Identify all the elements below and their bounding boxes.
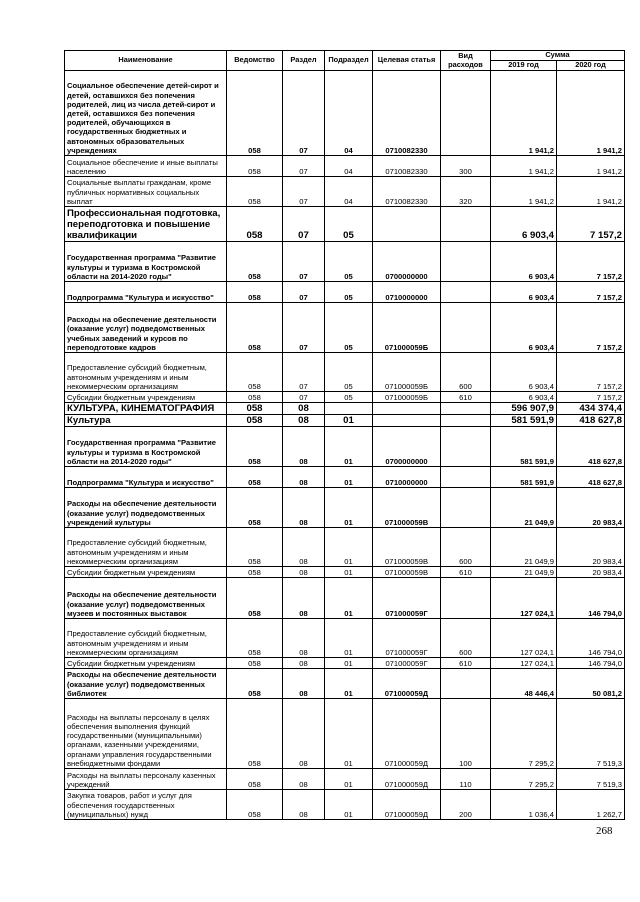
- cell-sum-2020: 1 941,2: [557, 156, 625, 177]
- table-row: [65, 669, 625, 699]
- cell-razdel: 07: [283, 392, 325, 403]
- cell-target-article: [373, 403, 441, 415]
- cell-expense-type: [441, 71, 491, 156]
- cell-sum-2019: 48 446,4: [491, 669, 557, 699]
- cell-target-article: [373, 207, 441, 242]
- cell-name: Расходы на выплаты персоналу казенных учреждений: [65, 769, 227, 790]
- cell-sum-2019: 581 591,9: [491, 427, 557, 467]
- header-expense-type: Вид расходов: [441, 51, 491, 71]
- cell-vedomstvo: 058: [227, 669, 283, 699]
- cell-sum-2020: 7 519,3: [557, 699, 625, 769]
- cell-expense-type: [441, 403, 491, 415]
- cell-name: Культура: [65, 415, 227, 427]
- cell-podrazdel: 04: [325, 156, 373, 177]
- cell-expense-type: 100: [441, 699, 491, 769]
- cell-podrazdel: 01: [325, 658, 373, 669]
- cell-sum-2019: 1 941,2: [491, 177, 557, 207]
- cell-vedomstvo: 058: [227, 488, 283, 528]
- cell-vedomstvo: 058: [227, 567, 283, 578]
- header-vedomstvo: Ведомство: [227, 51, 283, 71]
- cell-sum-2019: 6 903,4: [491, 353, 557, 392]
- cell-name: Профессиональная подготовка, переподготовка и повышение квалификации: [65, 207, 227, 242]
- cell-razdel: 07: [283, 177, 325, 207]
- cell-podrazdel: 01: [325, 427, 373, 467]
- cell-sum-2019: 6 903,4: [491, 392, 557, 403]
- cell-vedomstvo: 058: [227, 303, 283, 353]
- cell-sum-2020: 1 941,2: [557, 177, 625, 207]
- cell-expense-type: [441, 578, 491, 619]
- table-row: [65, 467, 625, 488]
- cell-sum-2020: 7 157,2: [557, 353, 625, 392]
- cell-razdel: 07: [283, 242, 325, 282]
- cell-name: Субсидии бюджетным учреждениям: [65, 392, 227, 403]
- cell-podrazdel: 01: [325, 578, 373, 619]
- cell-sum-2020: 20 983,4: [557, 567, 625, 578]
- cell-name: Субсидии бюджетным учреждениям: [65, 658, 227, 669]
- cell-podrazdel: 01: [325, 528, 373, 567]
- cell-name: Предоставление субсидий бюджетным, автономным учреждениям и иным некоммерческим организациям: [65, 353, 227, 392]
- cell-podrazdel: 01: [325, 619, 373, 658]
- cell-expense-type: 110: [441, 769, 491, 790]
- table-row: [65, 790, 625, 820]
- cell-razdel: 08: [283, 769, 325, 790]
- cell-expense-type: [441, 467, 491, 488]
- cell-sum-2020: 7 519,3: [557, 769, 625, 790]
- cell-razdel: 07: [283, 71, 325, 156]
- cell-sum-2019: 6 903,4: [491, 207, 557, 242]
- cell-razdel: 08: [283, 790, 325, 820]
- cell-sum-2020: 146 794,0: [557, 578, 625, 619]
- budget-table: [64, 50, 625, 820]
- cell-name: Расходы на обеспечение деятельности (оказание услуг) подведомственных музеев и постоянных выставок: [65, 578, 227, 619]
- cell-sum-2020: 7 157,2: [557, 303, 625, 353]
- cell-vedomstvo: 058: [227, 207, 283, 242]
- cell-sum-2019: 7 295,2: [491, 699, 557, 769]
- cell-podrazdel: 05: [325, 282, 373, 303]
- table-row: [65, 282, 625, 303]
- cell-razdel: 08: [283, 467, 325, 488]
- cell-podrazdel: 01: [325, 415, 373, 427]
- cell-target-article: 071000059В: [373, 567, 441, 578]
- cell-sum-2019: 1 036,4: [491, 790, 557, 820]
- table-row: [65, 207, 625, 242]
- table-row: [65, 488, 625, 528]
- cell-sum-2019: 21 049,9: [491, 528, 557, 567]
- table-row: [65, 699, 625, 769]
- cell-razdel: 08: [283, 567, 325, 578]
- page-number: 268: [596, 825, 613, 837]
- cell-target-article: 071000059В: [373, 528, 441, 567]
- cell-podrazdel: 01: [325, 467, 373, 488]
- header-razdel: Раздел: [283, 51, 325, 71]
- cell-sum-2019: 127 024,1: [491, 578, 557, 619]
- cell-name: КУЛЬТУРА, КИНЕМАТОГРАФИЯ: [65, 403, 227, 415]
- table-row: [65, 769, 625, 790]
- cell-vedomstvo: 058: [227, 156, 283, 177]
- cell-sum-2020: 418 627,8: [557, 467, 625, 488]
- cell-vedomstvo: 058: [227, 242, 283, 282]
- cell-target-article: 071000059Д: [373, 699, 441, 769]
- cell-target-article: 071000059Д: [373, 790, 441, 820]
- cell-target-article: 0710082330: [373, 177, 441, 207]
- cell-target-article: 071000059Д: [373, 769, 441, 790]
- cell-vedomstvo: 058: [227, 619, 283, 658]
- cell-razdel: 07: [283, 303, 325, 353]
- cell-sum-2019: 21 049,9: [491, 488, 557, 528]
- cell-razdel: 08: [283, 699, 325, 769]
- cell-podrazdel: 05: [325, 207, 373, 242]
- cell-razdel: 08: [283, 619, 325, 658]
- cell-sum-2020: 146 794,0: [557, 658, 625, 669]
- cell-razdel: 08: [283, 528, 325, 567]
- cell-vedomstvo: 058: [227, 790, 283, 820]
- cell-expense-type: 320: [441, 177, 491, 207]
- cell-razdel: 08: [283, 415, 325, 427]
- cell-expense-type: 610: [441, 567, 491, 578]
- cell-expense-type: 600: [441, 619, 491, 658]
- cell-target-article: 071000059Г: [373, 619, 441, 658]
- cell-vedomstvo: 058: [227, 392, 283, 403]
- cell-target-article: 0700000000: [373, 427, 441, 467]
- cell-razdel: 08: [283, 578, 325, 619]
- table-row: [65, 177, 625, 207]
- cell-sum-2020: 1 262,7: [557, 790, 625, 820]
- cell-sum-2019: 7 295,2: [491, 769, 557, 790]
- cell-name: Социальное обеспечение детей-сирот и детей, оставшихся без попечения родителей, лиц из числа детей-сирот и детей, оставшихся без попечения родителей, обучающихся в государственных бюджетных и автономных образовательных учреждениях: [65, 71, 227, 156]
- cell-name: Расходы на обеспечение деятельности (оказание услуг) подведомственных учебных заведений и курсов по переподготовке кадров: [65, 303, 227, 353]
- cell-razdel: 07: [283, 282, 325, 303]
- cell-razdel: 08: [283, 427, 325, 467]
- cell-sum-2019: 6 903,4: [491, 282, 557, 303]
- cell-podrazdel: 01: [325, 769, 373, 790]
- cell-sum-2019: 596 907,9: [491, 403, 557, 415]
- cell-target-article: 071000059В: [373, 488, 441, 528]
- cell-expense-type: [441, 415, 491, 427]
- cell-vedomstvo: 058: [227, 403, 283, 415]
- header-year-2020: 2020 год: [557, 61, 625, 71]
- table-row: [65, 303, 625, 353]
- table-row: [65, 578, 625, 619]
- cell-name: Расходы на обеспечение деятельности (оказание услуг) подведомственных библиотек: [65, 669, 227, 699]
- cell-sum-2019: 581 591,9: [491, 467, 557, 488]
- cell-expense-type: [441, 488, 491, 528]
- cell-name: Расходы на обеспечение деятельности (оказание услуг) подведомственных учреждений культуры: [65, 488, 227, 528]
- cell-sum-2020: 7 157,2: [557, 392, 625, 403]
- cell-sum-2020: 7 157,2: [557, 242, 625, 282]
- cell-podrazdel: 01: [325, 669, 373, 699]
- cell-expense-type: [441, 303, 491, 353]
- cell-vedomstvo: 058: [227, 467, 283, 488]
- cell-target-article: 0710000000: [373, 467, 441, 488]
- cell-name: Расходы на выплаты персоналу в целях обеспечения выполнения функций государственными (муниципальными) органами, казенными учреждениями, органами управления государственными внебюджетными фондами: [65, 699, 227, 769]
- header-sum: Сумма: [491, 51, 625, 61]
- cell-sum-2020: 20 983,4: [557, 528, 625, 567]
- cell-expense-type: 300: [441, 156, 491, 177]
- cell-target-article: 071000059Д: [373, 669, 441, 699]
- cell-expense-type: [441, 282, 491, 303]
- table-row: [65, 658, 625, 669]
- cell-target-article: 0700000000: [373, 242, 441, 282]
- table-row: [65, 403, 625, 415]
- cell-sum-2019: 6 903,4: [491, 303, 557, 353]
- cell-sum-2019: 127 024,1: [491, 658, 557, 669]
- cell-expense-type: 600: [441, 528, 491, 567]
- cell-sum-2020: 7 157,2: [557, 282, 625, 303]
- cell-name: Подпрограмма "Культура и искусство": [65, 467, 227, 488]
- header-target-article: Целевая статья: [373, 51, 441, 71]
- cell-expense-type: [441, 669, 491, 699]
- table-row: [65, 156, 625, 177]
- cell-name: Предоставление субсидий бюджетным, автономным учреждениям и иным некоммерческим организациям: [65, 528, 227, 567]
- cell-sum-2019: 21 049,9: [491, 567, 557, 578]
- cell-razdel: 08: [283, 669, 325, 699]
- cell-name: Социальные выплаты гражданам, кроме публичных нормативных социальных выплат: [65, 177, 227, 207]
- cell-target-article: [373, 415, 441, 427]
- cell-sum-2020: 20 983,4: [557, 488, 625, 528]
- cell-podrazdel: 01: [325, 488, 373, 528]
- cell-target-article: 0710082330: [373, 71, 441, 156]
- cell-target-article: 0710082330: [373, 156, 441, 177]
- cell-vedomstvo: 058: [227, 415, 283, 427]
- cell-vedomstvo: 058: [227, 177, 283, 207]
- cell-sum-2019: 1 941,2: [491, 71, 557, 156]
- cell-expense-type: 610: [441, 392, 491, 403]
- cell-name: Субсидии бюджетным учреждениям: [65, 567, 227, 578]
- table-body: [65, 71, 625, 820]
- cell-expense-type: 610: [441, 658, 491, 669]
- cell-target-article: 071000059Б: [373, 353, 441, 392]
- cell-podrazdel: 05: [325, 242, 373, 282]
- cell-sum-2020: 7 157,2: [557, 207, 625, 242]
- cell-podrazdel: [325, 403, 373, 415]
- cell-expense-type: [441, 207, 491, 242]
- cell-vedomstvo: 058: [227, 427, 283, 467]
- cell-name: Государственная программа "Развитие культуры и туризма в Костромской области на 2014-2020 годы": [65, 427, 227, 467]
- table-row: [65, 619, 625, 658]
- cell-vedomstvo: 058: [227, 769, 283, 790]
- table-row: [65, 427, 625, 467]
- cell-razdel: 07: [283, 156, 325, 177]
- header-name: Наименование: [65, 51, 227, 71]
- cell-podrazdel: 05: [325, 303, 373, 353]
- cell-razdel: 07: [283, 353, 325, 392]
- cell-sum-2020: 434 374,4: [557, 403, 625, 415]
- cell-vedomstvo: 058: [227, 71, 283, 156]
- table-row: [65, 353, 625, 392]
- table-row: [65, 242, 625, 282]
- table-row: [65, 71, 625, 156]
- cell-sum-2019: 6 903,4: [491, 242, 557, 282]
- cell-expense-type: [441, 427, 491, 467]
- table-row: [65, 528, 625, 567]
- cell-razdel: 07: [283, 207, 325, 242]
- cell-name: Социальное обеспечение и иные выплаты населению: [65, 156, 227, 177]
- cell-target-article: 0710000000: [373, 282, 441, 303]
- table-row: [65, 392, 625, 403]
- cell-vedomstvo: 058: [227, 528, 283, 567]
- cell-target-article: 071000059Г: [373, 578, 441, 619]
- cell-sum-2019: 581 591,9: [491, 415, 557, 427]
- cell-vedomstvo: 058: [227, 282, 283, 303]
- cell-sum-2020: 418 627,8: [557, 415, 625, 427]
- cell-podrazdel: 05: [325, 353, 373, 392]
- table-row: [65, 567, 625, 578]
- table-row: [65, 415, 625, 427]
- header-year-2019: 2019 год: [491, 61, 557, 71]
- cell-expense-type: 200: [441, 790, 491, 820]
- cell-podrazdel: 05: [325, 392, 373, 403]
- cell-sum-2020: 418 627,8: [557, 427, 625, 467]
- cell-sum-2020: 146 794,0: [557, 619, 625, 658]
- cell-expense-type: 600: [441, 353, 491, 392]
- cell-sum-2020: 1 941,2: [557, 71, 625, 156]
- cell-expense-type: [441, 242, 491, 282]
- cell-podrazdel: 04: [325, 177, 373, 207]
- cell-podrazdel: 01: [325, 567, 373, 578]
- cell-razdel: 08: [283, 488, 325, 528]
- header-podrazdel: Подраздел: [325, 51, 373, 71]
- cell-name: Предоставление субсидий бюджетным, автономным учреждениям и иным некоммерческим организациям: [65, 619, 227, 658]
- cell-podrazdel: 01: [325, 699, 373, 769]
- cell-name: Закупка товаров, работ и услуг для обеспечения государственных (муниципальных) нужд: [65, 790, 227, 820]
- cell-vedomstvo: 058: [227, 658, 283, 669]
- cell-sum-2020: 50 081,2: [557, 669, 625, 699]
- cell-razdel: 08: [283, 403, 325, 415]
- cell-razdel: 08: [283, 658, 325, 669]
- cell-name: Государственная программа "Развитие культуры и туризма в Костромской области на 2014-2020 годы": [65, 242, 227, 282]
- cell-vedomstvo: 058: [227, 699, 283, 769]
- cell-name: Подпрограмма "Культура и искусство": [65, 282, 227, 303]
- cell-podrazdel: 04: [325, 71, 373, 156]
- cell-sum-2019: 1 941,2: [491, 156, 557, 177]
- cell-target-article: 071000059Б: [373, 392, 441, 403]
- cell-vedomstvo: 058: [227, 353, 283, 392]
- cell-sum-2019: 127 024,1: [491, 619, 557, 658]
- cell-target-article: 071000059Б: [373, 303, 441, 353]
- cell-target-article: 071000059Г: [373, 658, 441, 669]
- cell-vedomstvo: 058: [227, 578, 283, 619]
- cell-podrazdel: 01: [325, 790, 373, 820]
